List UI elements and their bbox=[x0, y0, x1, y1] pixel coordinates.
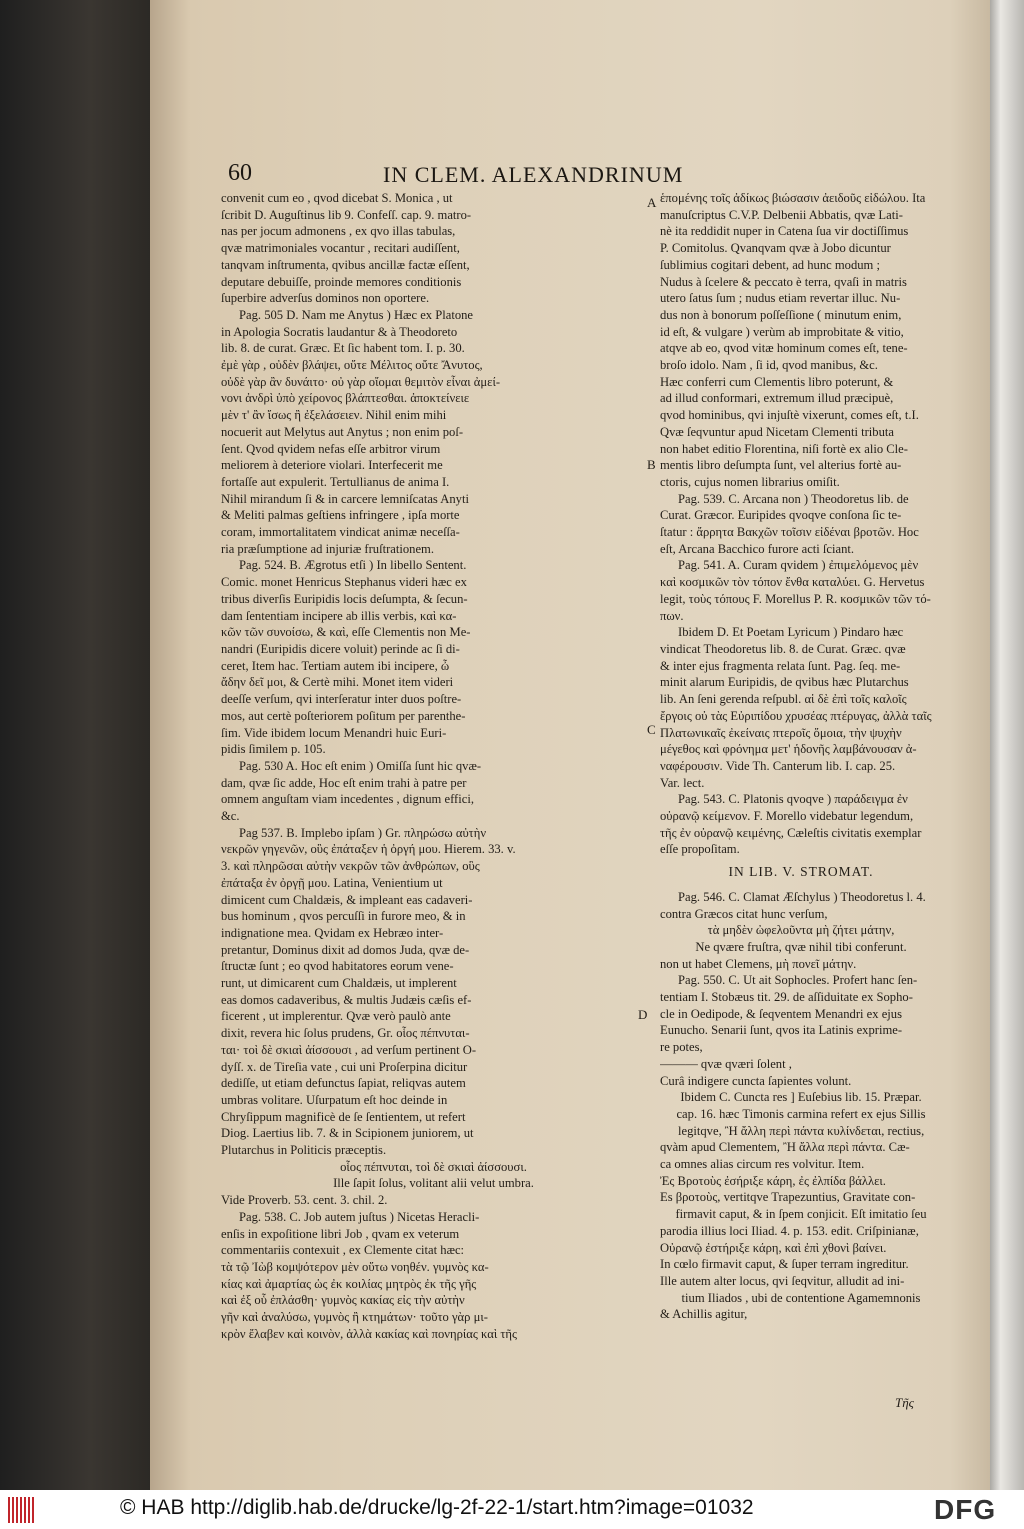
scan-background-left bbox=[0, 0, 150, 1490]
right-column-line: lib. An ſeni gerenda reſpubl. αἱ δὲ ἐπὶ τοῖς καλοῖς bbox=[660, 692, 907, 707]
left-column-line: ſtructæ ſunt ; eo qvod habitatores eorum vene- bbox=[221, 959, 454, 974]
right-column-line: id eſt, & vulgare ) verùm ab improbitate & vitio, bbox=[660, 324, 904, 339]
right-column-line: ctoris, cujus nomen librarius omiſit. bbox=[660, 474, 840, 489]
right-column-line: contra Græcos citat hunc verſum, bbox=[660, 906, 828, 921]
right-column-line: τῆς ἐν οὐρανῷ κειμένης, Cæleſtis civitatis exemplar bbox=[660, 825, 922, 840]
left-column-line: Pag. 505 D. Nam me Anytus ) Hæc ex Platone bbox=[239, 307, 474, 322]
footer-credit-link[interactable]: © HAB http://diglib.hab.de/drucke/lg-2f-22-1/start.htm?image=01032 bbox=[120, 1496, 754, 1519]
left-column-line: dimicent cum Chaldæis, & impleant eas cadaveri- bbox=[221, 892, 473, 907]
left-column-line: fortaſſe aut expulerit. Tertullianus de anima I. bbox=[221, 474, 450, 489]
right-column-line: non habet editio Florentina, niſi fortè ex alio Cle- bbox=[660, 441, 908, 456]
left-column-line: Vide Proverb. 53. cent. 3. chil. 2. bbox=[221, 1193, 388, 1208]
left-column-line: dam ſententiam incipere ab illis verbis, καὶ κα- bbox=[221, 608, 457, 623]
right-column-line: Pag. 539. C. Arcana non ) Theodoretus lib. de bbox=[678, 491, 909, 506]
left-column-line: nandri (Euripidis dicere voluit) perinde ac ſi di- bbox=[221, 641, 460, 656]
left-column-line: Plutarchus in Politicis præceptis. bbox=[221, 1143, 387, 1158]
left-column-line: ſim. Vide ibidem locum Menandri huic Euri- bbox=[221, 725, 447, 740]
right-column-line: mentis libro deſumpta ſunt, vel alterius fortè au- bbox=[660, 458, 902, 473]
right-column-line: Curat. Græcor. Euripides qvoqve conſona ſic te- bbox=[660, 508, 902, 523]
left-column-line: Pag. 530 A. Hoc eſt enim ) Omiſſa ſunt hic qvæ- bbox=[239, 758, 482, 773]
left-column-line: commentariis contexuit , ex Clemente citat hæc: bbox=[221, 1243, 465, 1258]
left-column-line: ſcribit D. Auguſtinus lib 9. Confeſſ. cap. 9. matro- bbox=[221, 207, 472, 222]
left-column-line: Nihil mirandum ſi & in carcere lemniſcatas Anyti bbox=[221, 491, 469, 506]
left-text-column bbox=[221, 190, 646, 1343]
left-column-line: lib. 8. de curat. Græc. Et ſic habent tom. I. p. 30. bbox=[221, 341, 465, 356]
left-column-line: Pag 537. B. Implebo ipſam ) Gr. πληρώσω αὐτὴν bbox=[239, 825, 487, 840]
right-column-line: non ut habet Clemens, μὴ πονεῖ μάτην. bbox=[660, 956, 857, 971]
right-column-line: Eunucho. Senarii ſunt, qvos ita Latinis exprime- bbox=[660, 1023, 903, 1038]
left-column-line: κρὸν ἔλαβεν καὶ κοινὸν, ἀλλὰ κακίας καὶ πονηρίας καὶ τῆς bbox=[221, 1326, 517, 1341]
right-column-line: ca omnes alias circum res volvitur. Item. bbox=[660, 1157, 865, 1172]
left-column-line: convenit cum eo , qvod dicebat S. Monica , ut bbox=[221, 191, 453, 205]
right-column-line: tium Iliados , ubi de contentione Agamemnonis bbox=[681, 1290, 921, 1305]
left-column-line: & Meliti palmas geſtiens infringere , ipſa morte bbox=[221, 508, 460, 523]
left-column-line: νονι ἀνδρὶ ὑπὸ χείρονος βλάπτεσθαι. ἀποκτείνειε bbox=[221, 391, 470, 406]
section-heading: IN LIB. V. STROMAT. bbox=[728, 864, 874, 880]
right-column-line: Es βροτοὺς, vertitqve Trapezuntius, Gravitate con- bbox=[660, 1190, 916, 1205]
left-column-line: indignatione mea. Qvidam ex Hebræo inter- bbox=[221, 925, 444, 940]
left-column-line: ficerent , ut implerentur. Qvæ verò paulò ante bbox=[221, 1009, 451, 1024]
right-column-line: broſo idolo. Nam , ſi id, qvod manibus, &c. bbox=[660, 358, 878, 373]
right-text-column bbox=[660, 190, 942, 1323]
right-column-line: Curâ indigere cuncta ſapientes volunt. bbox=[660, 1073, 852, 1088]
left-column-line: νεκρῶν γηγενῶν, οὓς ἐπάταξεν ἡ ὀργή μου. Hierem. 33. v. bbox=[221, 842, 516, 857]
right-column-line: In cœlo firmavit caput, & ſuper terram ingreditur. bbox=[660, 1257, 909, 1272]
margin-letter-a: A bbox=[647, 195, 657, 210]
scan-background-right bbox=[985, 0, 1024, 1490]
right-column-line: οὐρανῷ κείμενον. F. Morello videbatur legendum, bbox=[660, 809, 914, 824]
left-column-line: Comic. monet Henricus Stephanus videri hæc ex bbox=[221, 575, 467, 590]
left-column-line: Chryſippum magnificè de ſe ſentientem, ut refert bbox=[221, 1109, 466, 1124]
right-column-line: Ne qvære fruſtra, qvæ nihil tibi conferunt. bbox=[695, 939, 907, 954]
left-column-line: ſent. Qvod qvidem nefas eſſe arbitror virum bbox=[221, 441, 441, 456]
left-column-line: ται· τοὶ δὲ σκιαὶ ἀίσσουσι , ad verſum pertinent O- bbox=[221, 1042, 477, 1057]
right-column-line: μέγεθος καὶ φρόνημα μετ' ἡδονῆς λαμβάνουσαν ἀ- bbox=[660, 742, 917, 757]
right-column-line: Ibidem D. Et Poetam Lyricum ) Pindaro hæc bbox=[678, 625, 904, 640]
right-column-line: manuſcriptus C.V.P. Delbenii Abbatis, qvæ Lati- bbox=[660, 207, 903, 222]
left-column-line: qvæ matrimoniales vocantur , recitari audiſſent, bbox=[221, 241, 460, 256]
left-column-line: Pag. 524. B. Ægrotus etſi ) In libello Sentent. bbox=[239, 558, 467, 573]
right-column-line: καὶ κοσμικῶν τὸν τόπον ἔνθα καταλύει. G. Hervetus bbox=[660, 575, 925, 590]
left-column-line: nas per jocum admonens , ex qvo illas tabulas, bbox=[221, 224, 456, 239]
right-column-line: eſſe propoſitam. bbox=[660, 842, 740, 857]
left-column-line: μὲν τ' ἂν ἴσως ἢ ἐξελάσειεν. Nihil enim mihi bbox=[221, 408, 447, 423]
left-column-line: in Apologia Socratis laudantur & à Theodoreto bbox=[221, 324, 458, 339]
right-column-line: Pag. 541. A. Curam qvidem ) ἐπιμελόμενος μὲν bbox=[678, 558, 919, 573]
left-column-line: coram, immortalitatem vindicat animæ neceſſa- bbox=[221, 525, 460, 540]
left-column-line: mos, aut certè poſteriorem poſitum per parenthe- bbox=[221, 708, 466, 723]
dfg-logo: DFG bbox=[934, 1494, 997, 1525]
right-column-line: cle in Oedipode, & ſeqventem Menandri ex ejus bbox=[660, 1006, 903, 1021]
right-column-line: ναφέρουσιν. Vide Th. Canterum lib. I. cap. 25. bbox=[660, 758, 896, 773]
right-column-line: qvod hominibus, qvi injuſtè vixerunt, comes eſt, t.I. bbox=[660, 408, 919, 423]
right-column-line: P. Comitolus. Qvanqvam qvæ à Jobo dicuntur bbox=[660, 241, 891, 256]
left-column-line: κῶν τῶν συνοίσω, & καὶ, eſſe Clementis non Me- bbox=[221, 625, 471, 640]
page-header bbox=[228, 160, 818, 190]
right-column-line: tentiam I. Stobæus tit. 29. de aſſiduitate ex Sopho- bbox=[660, 990, 913, 1005]
left-column-line: meliorem à deteriore violari. Interfecerit me bbox=[221, 458, 443, 473]
left-column-line: nocuerit aut Melytus aut Anytus ; non enim poſ- bbox=[221, 424, 464, 439]
left-column-line: Diog. Laertius lib. 7. & in Scipionem juniorem, ut bbox=[221, 1126, 474, 1141]
left-column-line: enſis in expoſitione libri Job , qvam ex veterum bbox=[221, 1226, 460, 1241]
left-column-line: ria præſumptione ad injuriæ fruſtrationem. bbox=[221, 541, 434, 556]
left-column-line: dixit, revera hic ſolus prudens, Gr. οἷος πέπνυται- bbox=[221, 1026, 470, 1041]
left-column-line: ſuperbire adverſus dominos non oportere. bbox=[221, 291, 430, 306]
right-column-line: cap. 16. hæc Timonis carmina refert ex ejus Sillis bbox=[676, 1106, 926, 1121]
right-column-line: & Achillis agitur, bbox=[660, 1307, 748, 1322]
barcode-icon bbox=[8, 1497, 34, 1523]
right-column-line: vindicat Theodoretus lib. 8. de Curat. Græc. qvæ bbox=[660, 641, 906, 656]
left-column-line: οἷος πέπνυται, τοὶ δὲ σκιαὶ ἀίσσουσι. bbox=[340, 1159, 527, 1174]
right-column-line: ἑπομένης τοῖς ἀδίκως βιώσασιν ἀειδοῦς εἰδώλου. Ita bbox=[660, 191, 926, 205]
right-column-line: qvàm apud Clementem, Ἢ ἄλλα περὶ πάντα. Cæ- bbox=[660, 1140, 910, 1155]
right-column-line: Pag. 543. C. Platonis qvoqve ) παράδειγμα ἐν bbox=[678, 792, 908, 807]
right-column-line: parodia illius loci Iliad. 4. p. 153. edit. Criſpinianæ, bbox=[660, 1223, 919, 1238]
left-column-line: dediſſe, ut etiam defunctus ſapiat, reliqvas autem bbox=[221, 1076, 466, 1091]
right-column-line: Ille autem alter locus, qvi ſeqvitur, alludit ad ini- bbox=[660, 1274, 905, 1288]
left-column-line: pidis ſimilem p. 105. bbox=[221, 742, 326, 757]
left-column-line: dyſſ. x. de Tireſia vate , cui uni Proſerpina dicitur bbox=[221, 1059, 468, 1074]
right-column-line: Pag. 546. C. Clamat Æſchylus ) Theodoretus l. 4. bbox=[678, 889, 926, 904]
margin-letter-d: D bbox=[638, 1007, 648, 1022]
right-column-line: firmavit caput, & in ſpem conjicit. Eſt imitatio ſeu bbox=[675, 1207, 927, 1222]
left-column-line: κίας καὶ ἀμαρτίας ὡς ἐκ κοιλίας μητρὸς ἐκ τῆς γῆς bbox=[221, 1276, 477, 1291]
right-column-line: ad illud conformari, extremum illud præcipuè, bbox=[660, 391, 894, 406]
left-column-line: bus hominum , qvos percuſſi in furore meo, & in bbox=[221, 909, 466, 924]
left-column-line: tribus diverſis Euripidis locis deſumpta, & ſecun- bbox=[221, 591, 468, 606]
right-column-line: τὰ μηδὲν ὠφελοῦντα μὴ ζήτει μάτην, bbox=[707, 923, 895, 938]
right-column-line: Var. lect. bbox=[660, 775, 705, 790]
right-column-line: minit alarum Euripidis, de qvibus hæc Plutarchus bbox=[660, 675, 909, 690]
running-title: IN CLEM. ALEXANDRINUM bbox=[383, 162, 684, 187]
left-column-line: ἐμὲ γὰρ , οὐδὲν βλάψει, οὔτε Μέλιτος οὔτε Ἄνυτος, bbox=[221, 358, 483, 373]
right-column-line: eſt, Arcana Bacchico furore acti ſciant. bbox=[660, 541, 855, 556]
left-column-line: deputare debuiſſe, proinde memores conditionis bbox=[221, 274, 462, 289]
left-column-line: eas domos cadaveribus, & multis Judæis cæſis ef- bbox=[221, 992, 472, 1007]
margin-letter-b: B bbox=[647, 457, 656, 472]
right-column-line: ——— qvæ qværi ſolent , bbox=[660, 1056, 792, 1071]
right-column-line: re potes, bbox=[660, 1040, 703, 1055]
right-column-line: & inter ejus fragmenta relata ſunt. Pag. ſeq. me- bbox=[660, 658, 901, 673]
left-column-line: Pag. 538. C. Job autem juſtus ) Nicetas Heracli- bbox=[239, 1209, 480, 1224]
right-column-line: dus non à bonorum poſſeſſione ( minutum enim, bbox=[660, 307, 902, 322]
right-column-line: Pag. 550. C. Ut ait Sophocles. Profert hanc ſen- bbox=[678, 973, 918, 988]
left-column-line: umbras volitare. Uſurpatum eſt hoc deinde in bbox=[221, 1092, 448, 1107]
right-column-line: Hæc conferri cum Clementis libro poterunt, & bbox=[660, 374, 894, 389]
left-column-line: dam, qvæ ſic adde, Hoc eſt enim trahi à patre per bbox=[221, 775, 467, 790]
left-column-line: tanqvam inſtrumenta, qvibus ancillæ factæ eſſent, bbox=[221, 257, 470, 272]
right-column-line: legit, τοὺς τόπους F. Morellus P. R. κοσμικῶν τῶν τό- bbox=[660, 591, 931, 606]
catchword: Tῆς bbox=[895, 1395, 914, 1410]
left-column-line: deeſſe verſum, qvi interſeratur inter duos poſtre- bbox=[221, 692, 462, 707]
right-column-line: Nudus à ſcelere & peccato è terra, qvaſi in matris bbox=[660, 274, 907, 289]
left-column-line: 3. καὶ πληρῶσαι αὐτὴν νεκρῶν τῶν ἀνθρώπων, οὓς bbox=[221, 859, 480, 874]
footer-bar bbox=[0, 1490, 1024, 1529]
left-column-line: τὰ τῷ Ἰὼβ κομψότερον μὲν οὕτω νοηθέν. γυμνὸς κα- bbox=[221, 1260, 489, 1274]
left-column-line: &c. bbox=[221, 809, 240, 824]
right-column-line: Ἐς Βροτοὺς ἐσήριξε κάρη, ἐς ἐλπίδα βάλλει. bbox=[660, 1173, 886, 1188]
right-column-line: Ibidem C. Cuncta res ] Euſebius lib. 15. Præpar. bbox=[680, 1090, 922, 1105]
right-column-line: Οὐρανῷ ἐστήριξε κάρη, καὶ ἐπὶ χθονὶ βαίνει. bbox=[660, 1240, 887, 1255]
right-column-line: ſtatur : ἄρρητα Βακχῶν τοῖσιν εἰδέναι βροτῶν. Hoc bbox=[660, 525, 919, 540]
page-number: 60 bbox=[228, 160, 252, 186]
left-column-line: καὶ ἐξ οὗ ἐπλάσθη· γυμνὸς κακίας εἰς τὴν αὐτὴν bbox=[221, 1293, 465, 1308]
margin-letter-c: C bbox=[647, 722, 656, 737]
left-column-line: γῆν καὶ ἀναλύσω, γυμνὸς ἢ κτημάτων· τοῦτο γὰρ μι- bbox=[221, 1310, 488, 1325]
right-column-line: ἔργοις οὐ τὰς Εὐριπίδου χρυσέας πτέρυγας, ἀλλὰ ταῖς bbox=[660, 708, 932, 723]
left-column-line: omnem anguſtam viam incedentes , dignum effici, bbox=[221, 792, 474, 807]
right-column-line: utero ſatus ſum ; nudus etiam revertar illuc. Nu- bbox=[660, 291, 901, 306]
right-column-line: nè ita reddidit nuper in Catena ſua vir doctiſſimus bbox=[660, 224, 909, 239]
right-column-line: πων. bbox=[660, 608, 684, 623]
left-column-line: οὐδὲ γὰρ ἂν δυνάιτο· οὐ γὰρ οἴομαι θεμιτὸν εἶναι ἀμεί- bbox=[221, 374, 501, 389]
left-column-line: pretantur, Dominus dixit ad domos Juda, qvæ de- bbox=[221, 942, 470, 957]
right-column-line: Πλατωνικαῖς ἐκείναις πτεροῖς ὅμοια, τὴν ψυχὴν bbox=[660, 725, 902, 740]
left-column-line: ἄδην δεῖ μοι, & Certè mihi. Monet item videri bbox=[221, 675, 454, 690]
left-column-line: ceret, Item hac. Tertiam autem ibi incipere, ὦ bbox=[221, 658, 450, 673]
right-column-line: legitqve, Ἢ ἄλλη περὶ πάντα κυλίνδεται, rectius, bbox=[678, 1123, 925, 1138]
left-column-line: runt, ut dimicarent cum Chaldæis, ut implerent bbox=[221, 976, 457, 991]
left-column-line: ἐπάταξα ἐν ὀργῇ μου. Latina, Venientium ut bbox=[221, 875, 443, 890]
left-column-line: Ille ſapit ſolus, volitant alii velut umbra. bbox=[333, 1176, 534, 1191]
right-column-line: ſublimius cogitari debent, ad hunc modum ; bbox=[660, 257, 881, 272]
right-column-line: atqve ab eo, qvod vitæ hominum comes eſt, tene- bbox=[660, 341, 908, 356]
right-column-line: Qvæ ſeqvuntur apud Nicetam Clementi tributa bbox=[660, 424, 894, 439]
